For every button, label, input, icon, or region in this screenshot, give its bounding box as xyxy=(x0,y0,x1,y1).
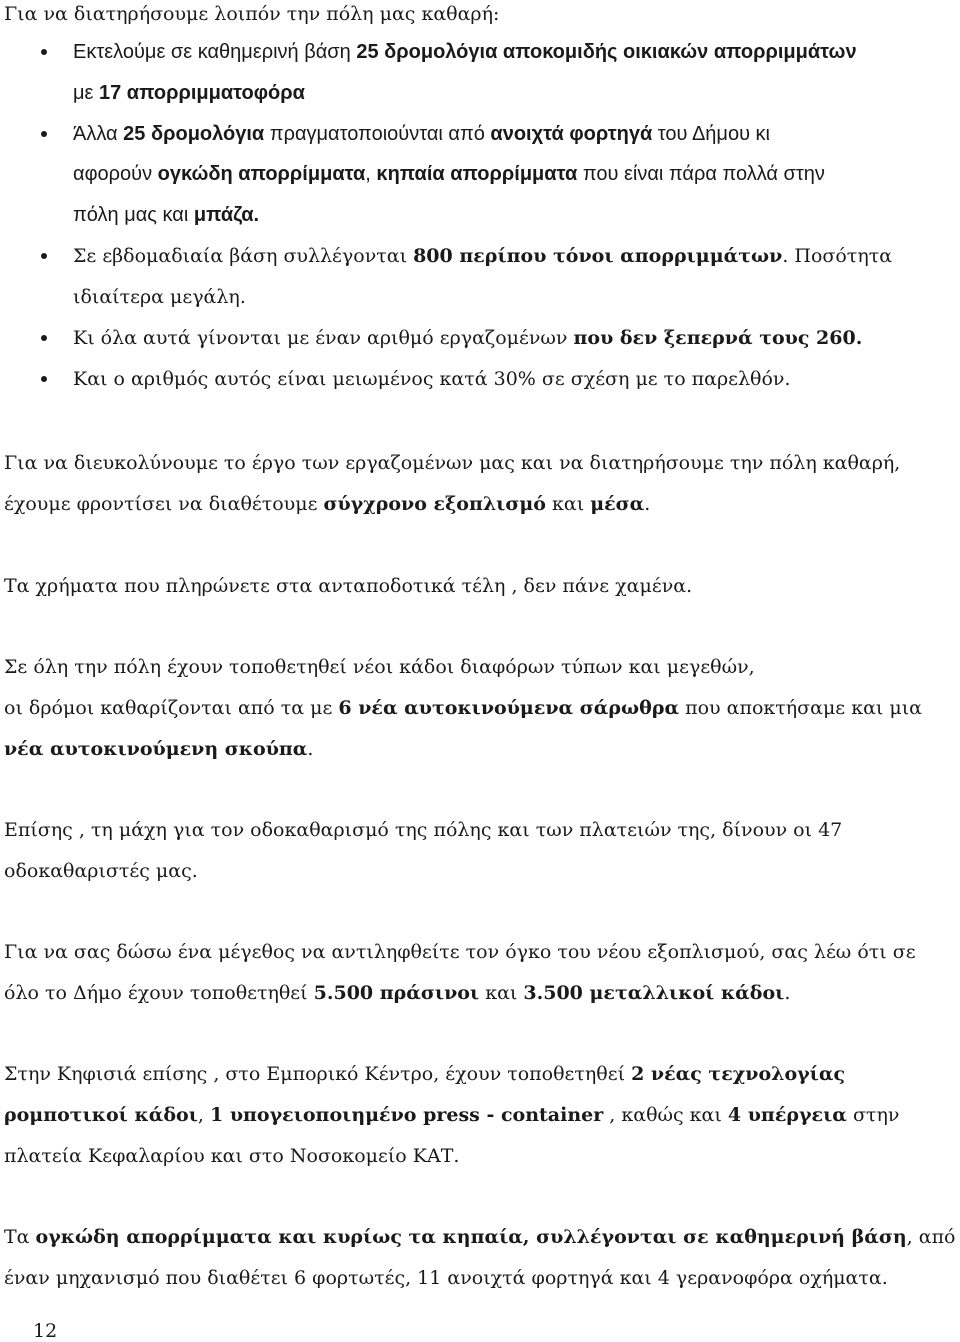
bullet-item-3-line-2 xyxy=(73,285,246,309)
paragraph-6-line-1 xyxy=(4,1062,845,1086)
paragraph-2-line-1 xyxy=(4,574,692,598)
paragraph-emphasis: 1 υπογειοποιημένο press - container xyxy=(210,1104,604,1126)
bullet-text: ιδιαίτερα μεγάλη. xyxy=(73,286,246,308)
paragraph-text: και xyxy=(479,982,524,1004)
paragraph-1-line-2 xyxy=(4,492,650,516)
paragraph-text: πλατεία Κεφαλαρίου και στο Νοσοκομείο ΚΑΤ. xyxy=(4,1145,460,1167)
bullet-text: του Δήμου κι xyxy=(652,123,771,145)
bullet-text: πόλη μας και xyxy=(73,204,194,226)
paragraph-3-line-2 xyxy=(4,696,922,720)
page-number: 12 xyxy=(33,1320,58,1342)
paragraph-text: Τα χρήματα που πληρώνετε στα ανταποδοτικά τέλη , δεν πάνε χαμένα. xyxy=(4,575,693,597)
paragraph-1-line-1 xyxy=(4,451,900,475)
paragraph-text: και xyxy=(545,493,591,515)
bullet-text: Και ο αριθμός αυτός είναι μειωμένος κατά 30% σε σχέση με το παρελθόν. xyxy=(73,368,791,390)
paragraph-text: Επίσης , τη μάχη για τον οδοκαθαρισμό της πόλης και των πλατειών της, δίνουν οι 47 xyxy=(4,819,843,841)
bullet-emphasis: 25 δρομολόγια αποκομιδής οικιακών απορριμμάτων xyxy=(356,41,857,63)
bullet-text: Άλλα xyxy=(73,123,124,145)
bullet-emphasis: ανοιχτά φορτηγά xyxy=(490,123,653,145)
paragraph-text: έχουμε φροντίσει να διαθέτουμε xyxy=(4,493,324,515)
paragraph-text: Για να διευκολύνουμε το έργο των εργαζομένων μας και να διατηρήσουμε την πόλη καθαρή, xyxy=(4,452,901,474)
paragraph-6-line-2 xyxy=(4,1103,899,1127)
paragraph-3-line-1 xyxy=(4,655,755,679)
bullet-text: . Ποσότητα xyxy=(782,245,893,267)
paragraph-emphasis: 3.500 μεταλλικοί κάδοι xyxy=(523,982,785,1004)
bullet-text: που είναι πάρα πολλά στην xyxy=(577,163,825,185)
paragraph-text: , xyxy=(197,1104,210,1126)
paragraph-5-line-1 xyxy=(4,940,916,964)
bullet-text: αφορούν xyxy=(73,163,158,185)
bullet-emphasis: κηπαία απορρίμματα xyxy=(376,163,578,185)
paragraph-7-line-2 xyxy=(4,1266,888,1290)
paragraph-emphasis: ρομποτικοί κάδοι xyxy=(4,1104,198,1126)
paragraph-4-line-1 xyxy=(4,818,842,842)
paragraph-text: που αποκτήσαμε και μια xyxy=(679,697,923,719)
bullet-dot xyxy=(41,49,47,55)
bullet-text: με xyxy=(73,82,99,104)
intro-text: Για να διατηρήσουμε λοιπόν την πόλη μας καθαρή: xyxy=(4,3,500,25)
bullet-emphasis: μπάζα. xyxy=(193,204,260,226)
bullet-dot xyxy=(41,131,47,137)
bullet-item-3-line-1 xyxy=(73,244,892,268)
paragraph-3-line-3 xyxy=(4,737,313,761)
paragraph-emphasis: νέα αυτοκινούμενη σκούπα xyxy=(4,738,308,760)
bullet-dot xyxy=(41,253,47,259)
paragraph-text: οδοκαθαριστές μας. xyxy=(4,860,198,882)
bullet-text: Εκτελούμε σε καθημερινή βάση xyxy=(73,41,357,63)
paragraph-text: Για να σας δώσω ένα μέγεθος να αντιληφθείτε τον όγκο του νέου εξοπλισμού, σας λέω ότι σε xyxy=(4,941,916,963)
paragraph-text: στην xyxy=(846,1104,900,1126)
bullet-dot xyxy=(41,335,47,341)
paragraph-text: , καθώς και xyxy=(603,1104,728,1126)
paragraph-emphasis: μέσα xyxy=(590,493,645,515)
paragraph-7-line-1 xyxy=(4,1225,956,1249)
bullet-emphasis: 17 απορριμματοφόρα xyxy=(99,82,305,104)
paragraph-text: , από xyxy=(906,1226,956,1248)
paragraph-4-line-2 xyxy=(4,859,198,883)
bullet-dot xyxy=(41,376,47,382)
bullet-item-1-line-2 xyxy=(73,81,305,105)
paragraph-emphasis: 6 νέα αυτοκινούμενα σάρωθρα xyxy=(338,697,680,719)
bullet-item-4-line-1 xyxy=(73,326,862,350)
bullet-emphasis: 800 περίπου τόνοι απορριμμάτων xyxy=(413,245,783,267)
bullet-text: πραγματοποιούνται από xyxy=(264,123,491,145)
paragraph-6-line-3 xyxy=(4,1144,459,1168)
bullet-item-2-line-2 xyxy=(73,162,825,186)
paragraph-text: . xyxy=(307,738,314,760)
bullet-emphasis: που δεν ξεπερνά τους 260. xyxy=(573,327,863,349)
paragraph-emphasis: σύγχρονο εξοπλισμό xyxy=(323,493,546,515)
paragraph-text: οι δρόμοι καθαρίζονται από τα με xyxy=(4,697,339,719)
bullet-emphasis: ογκώδη απορρίμματα xyxy=(157,163,366,185)
bullet-text: , xyxy=(365,163,377,185)
bullet-item-2-line-1 xyxy=(73,122,770,146)
paragraph-emphasis: 4 υπέργεια xyxy=(727,1104,847,1126)
paragraph-5-line-2 xyxy=(4,981,790,1005)
paragraph-text: Σε όλη την πόλη έχουν τοποθετηθεί νέοι κάδοι διαφόρων τύπων και μεγεθών, xyxy=(4,656,755,678)
bullet-item-2-line-3 xyxy=(73,203,259,227)
bullet-emphasis: 25 δρομολόγια xyxy=(123,123,265,145)
paragraph-text: . xyxy=(644,493,651,515)
bullet-item-5-line-1 xyxy=(73,367,791,391)
paragraph-text: έναν μηχανισμό που διαθέτει 6 φορτωτές, 11 ανοιχτά φορτηγά και 4 γερανοφόρα οχήματα. xyxy=(4,1267,888,1289)
paragraph-emphasis: ογκώδη απορρίμματα και κυρίως τα κηπαία, συλλέγονται σε καθημερινή βάση xyxy=(35,1226,907,1248)
bullet-text: Κι όλα αυτά γίνονται με έναν αριθμό εργαζομένων xyxy=(73,327,574,349)
paragraph-text: . xyxy=(784,982,791,1004)
paragraph-text: Στην Κηφισιά επίσης , στο Εμπορικό Κέντρο, έχουν τοποθετηθεί xyxy=(4,1063,632,1085)
bullet-item-1-line-1 xyxy=(73,40,857,64)
paragraph-emphasis: 2 νέας τεχνολογίας xyxy=(631,1063,846,1085)
paragraph-emphasis: 5.500 πράσινοι xyxy=(313,982,480,1004)
paragraph-text: όλο το Δήμο έχουν τοποθετηθεί xyxy=(4,982,314,1004)
bullet-text: Σε εβδομαδιαία βάση συλλέγονται xyxy=(73,245,414,267)
paragraph-text: Τα xyxy=(4,1226,36,1248)
